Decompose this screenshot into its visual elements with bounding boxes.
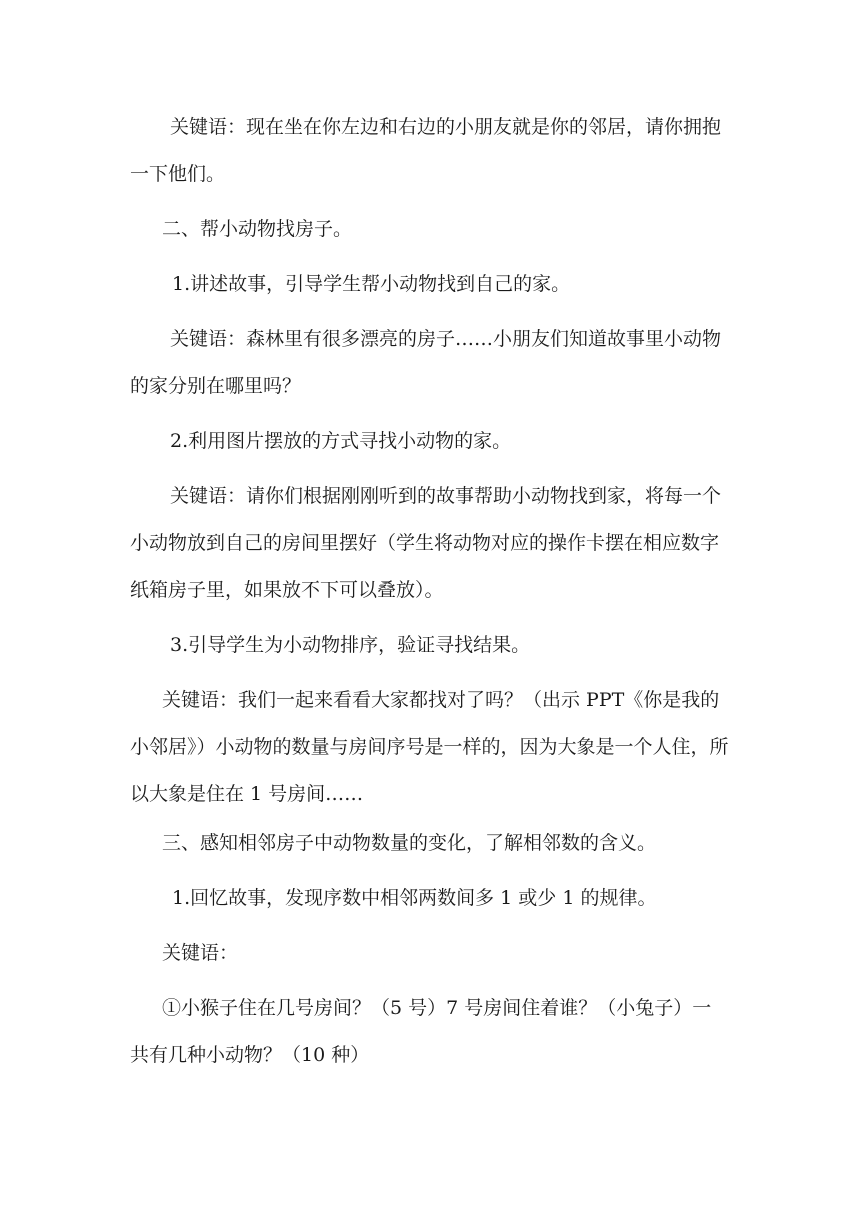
paragraph-check-results: 关键语：我们一起来看看大家都找对了吗？（出示 PPT《你是我的小邻居》）小动物的数量与房间序号是一样的，因为大象是一个人住，所以大象是住在 1 号房间…… bbox=[130, 689, 729, 805]
heading-adjacent-numbers: 三、感知相邻房子中动物数量的变化，了解相邻数的含义。 bbox=[162, 832, 657, 854]
step-tell-story: 1.讲述故事，引导学生帮小动物找到自己的家。 bbox=[172, 273, 571, 295]
heading-find-house: 二、帮小动物找房子。 bbox=[162, 218, 353, 240]
step-picture-placement: 2.利用图片摆放的方式寻找小动物的家。 bbox=[170, 430, 512, 452]
step-sort-animals: 3.引导学生为小动物排序，验证寻找结果。 bbox=[170, 634, 531, 656]
paragraph-place-animals: 关键语：请你们根据刚刚听到的故事帮助小动物找到家，将每一个小动物放到自己的房间里摆好（学生将动物对应的操作卡摆在相应数字纸箱房子里，如果放不下可以叠放）。 bbox=[130, 485, 722, 601]
paragraph-neighbor-hug: 关键语：现在坐在你左边和右边的小朋友就是你的邻居，请你拥抱一下他们。 bbox=[130, 116, 722, 185]
paragraph-forest-houses: 关键语：森林里有很多漂亮的房子……小朋友们知道故事里小动物的家分别在哪里吗？ bbox=[130, 328, 722, 397]
step-recall-story: 1.回忆故事，发现序数中相邻两数间多 1 或少 1 的规律。 bbox=[172, 887, 657, 909]
label-key-phrase: 关键语： bbox=[162, 942, 239, 964]
paragraph-monkey-question: ①小猴子住在几号房间？（5 号）7 号房间住着谁？（小兔子）一共有几种小动物？（10 种） bbox=[130, 997, 712, 1066]
